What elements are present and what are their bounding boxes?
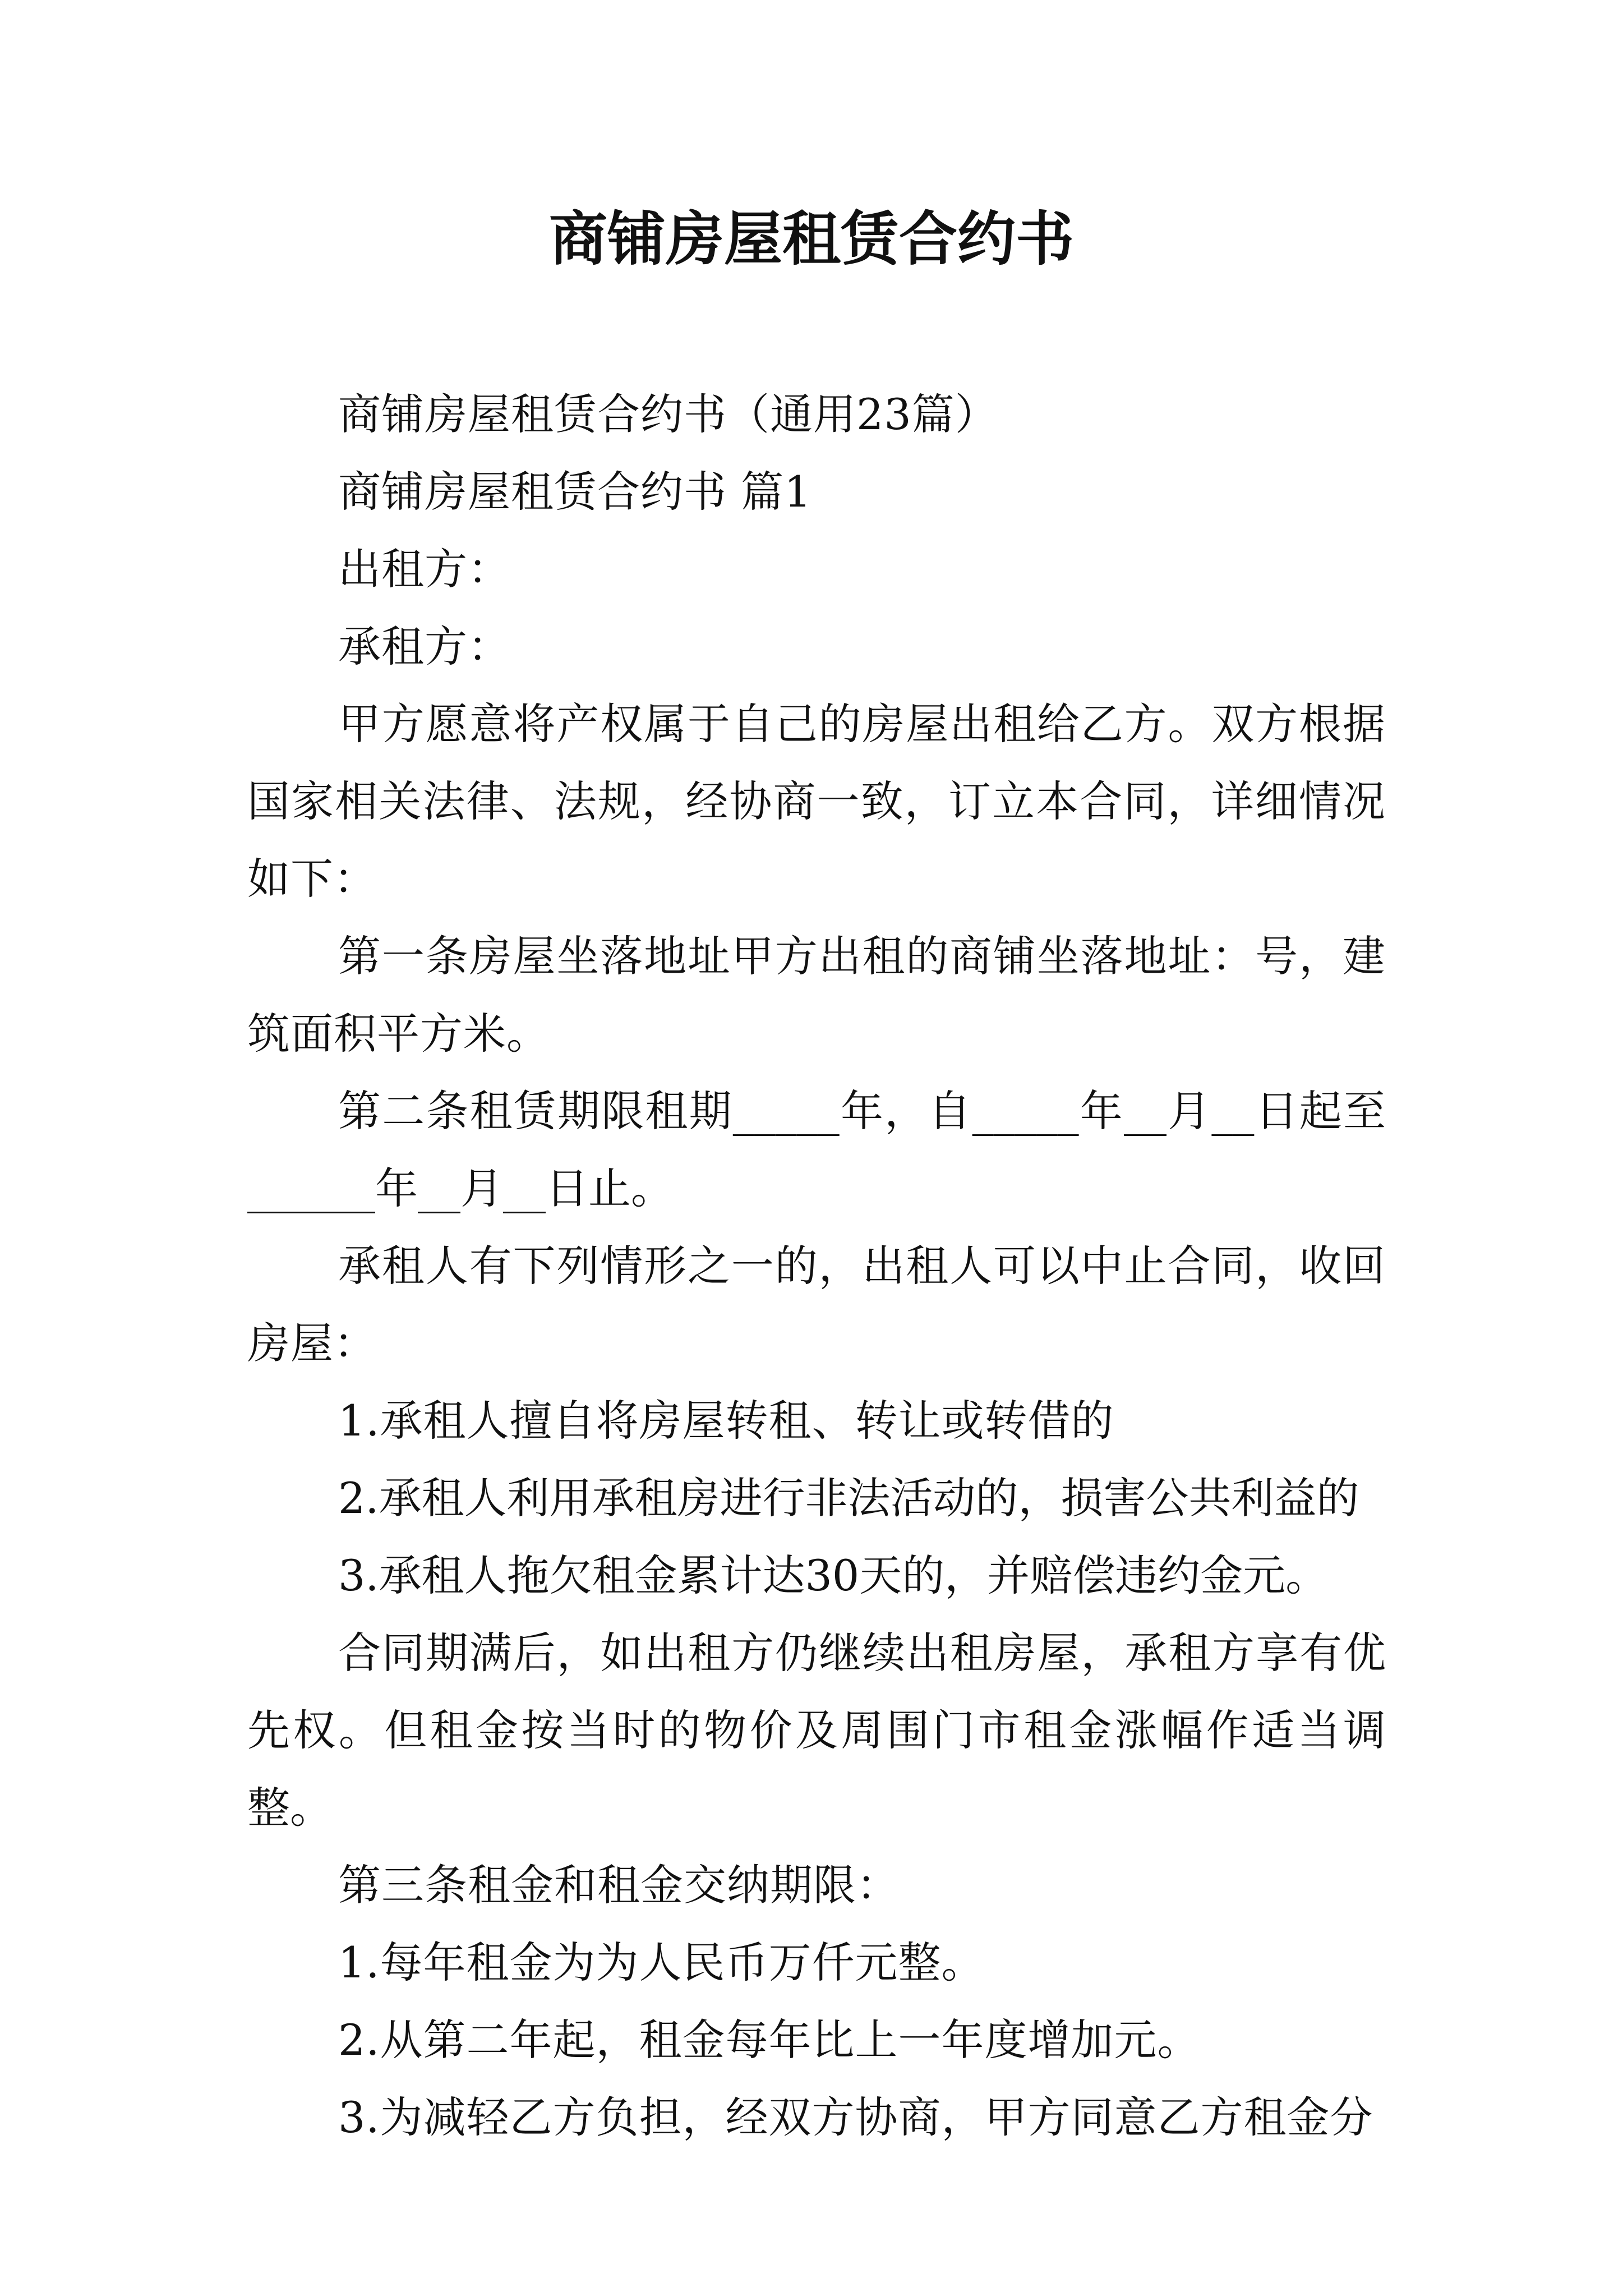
article-2-paragraph: 第二条租赁期限租期_____年，自_____年__月__日起至______年__月__日止。 [247, 1086, 1386, 1213]
rent-item-1: 1.每年租金为为人民币万仟元整。 [338, 1938, 985, 1987]
termination-item-3: 3.承租人拖欠租金累计达30天的，并赔偿违约金元。 [338, 1550, 1329, 1600]
renewal-paragraph: 合同期满后，如出租方仍继续出租房屋，承租方享有优先权。但租金按当时的物价及周围门市租金涨幅作适当调整。 [247, 1628, 1386, 1833]
lessee-field: 承租方： [338, 622, 511, 671]
rent-item-3: 3.为减轻乙方负担，经双方协商，甲方同意乙方租金分 [338, 2092, 1373, 2142]
document-title: 商铺房屋租赁合约书 [548, 205, 1074, 273]
termination-item-2: 2.承租人利用承租房进行非法活动的，损害公共利益的 [338, 1473, 1359, 1523]
lessor-field: 出租方： [338, 544, 511, 594]
termination-paragraph: 承租人有下列情形之一的，出租人可以中止合同，收回房屋： [247, 1241, 1386, 1368]
section-heading: 商铺房屋租赁合约书 篇1 [338, 467, 812, 517]
doc-subtitle: 商铺房屋租赁合约书（通用23篇） [338, 389, 998, 439]
preamble-paragraph: 甲方愿意将产权属于自己的房屋出租给乙方。双方根据国家相关法律、法规，经协商一致，订立本合同，详细情况如下： [247, 699, 1386, 904]
termination-item-1: 1.承租人擅自将房屋转租、转让或转借的 [338, 1396, 1114, 1446]
article-1-paragraph: 第一条房屋坐落地址甲方出租的商铺坐落地址：号，建筑面积平方米。 [247, 931, 1386, 1059]
article-3-heading: 第三条租金和租金交纳期限： [338, 1860, 900, 1910]
rent-item-2: 2.从第二年起，租金每年比上一年度增加元。 [338, 2015, 1201, 2065]
document-body [247, 376, 1386, 2156]
